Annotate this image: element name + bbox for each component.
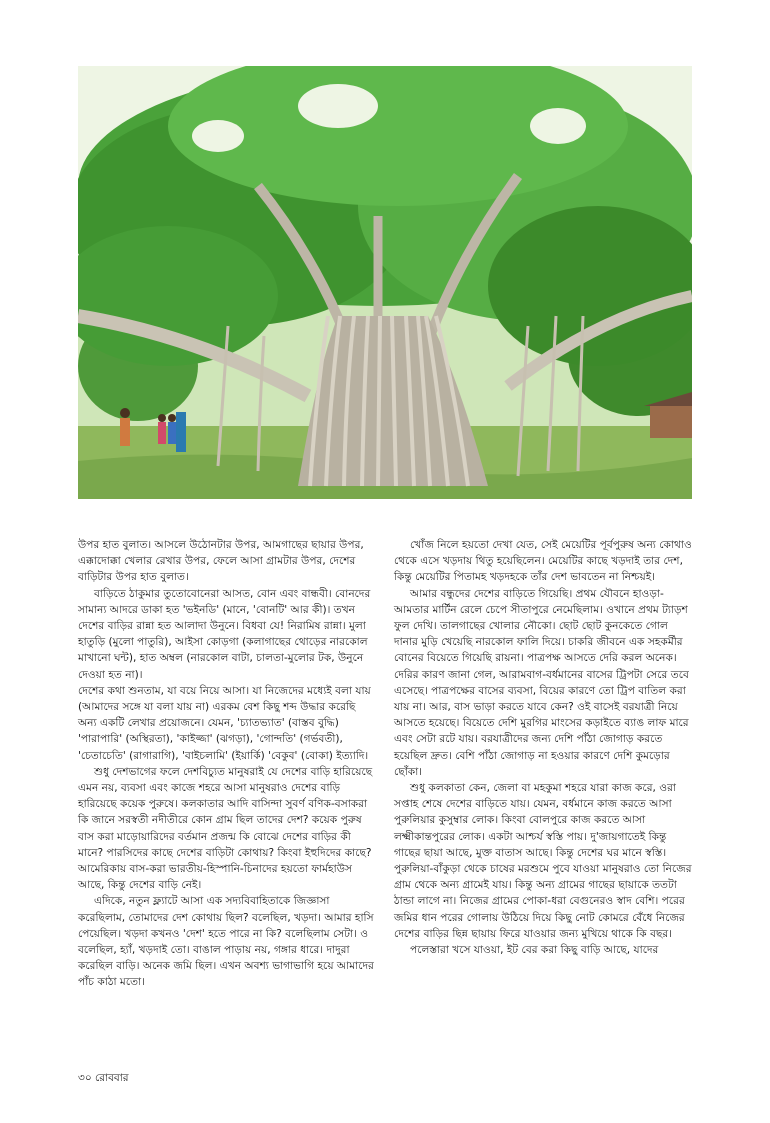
banyan-tree-illustration (78, 66, 692, 499)
banyan-tree-photo (78, 66, 692, 499)
paragraph: খোঁজ নিলে হয়তো দেখা যেত, সেই মেয়েটির পূর্বপুরুষ অন্য কোথাও থেকে এসে খড়দায় থিতু হয়েছিলেন। মেয়েটির কাছে খড়দাই তার দেশ, কিন্তু মেয়েটির পিতামহ খড়দহকে তাঁর দেশ ভাবতেন না নিশ্চয়ই। (394, 539, 692, 584)
paragraph: উপর হাত বুলাত। আসলে উঠোনটার উপর, আমগাছের ছায়ার উপর, এক্কাদোক্কা খেলার রেখার উপর, ফেলে আসা গ্রামটার উপর, দেশের বাড়িটার উপর হাত বুলাত। (78, 539, 364, 584)
paragraph: পলেস্তারা খসে যাওয়া, ইট বের করা কিছু বাড়ি আছে, যাদের (410, 944, 659, 957)
article-body (78, 537, 692, 1057)
paragraph: শুধু কলকাতা কেন, জেলা বা মহকুমা শহরে যারা কাজ করে, ওরা সপ্তাহ শেষে দেশের বাড়িতে যায়। যেমন, বর্ধমানে কাজ করতে আসা পুরুলিয়ার কুসুম্বার লোক। কিংবা বোলপুরে কাজ করতে আসা লক্ষ্মীকান্তপুরের লোক। একটা আশ্চর্য স্বস্তি পায়। দু'জায়গাতেই কিন্তু গাছের ছায়া আছে, মুক্ত বাতাস আছে। কিন্তু দেশের ঘর মানে স্বস্তি। পুরুলিয়া-বাঁকুড়া থেকে চাষের মরশুমে পুবে যাওয়া মানুষরাও তো নিজের গ্রাম থেকে অন্য গ্রামেই যায়। কিন্তু অন্য গ্রামের গাছের ছায়াকে ততটা ঠান্ডা লাগে না। নিজের গ্রামের পোকা-ধরা বেগুনেরও স্বাদ বেশি। পরের জমির ধান পরের গোলায় উঠিয়ে দিয়ে কিছু নোট কোমরে বেঁধে নিজের দেশের বাড়ির ছিন্ন ছায়ায় ফিরে যাওয়ার জন্য মুখিয়ে থাকে কি বছর। (394, 782, 692, 940)
left-column (78, 537, 376, 1057)
page-number-folio: ৩০ রোববার (78, 1072, 129, 1084)
paragraph: এদিকে, নতুন ফ্ল্যাটে আসা এক সদ্যবিবাহিতাকে জিজ্ঞাসা করেছিলাম, তোমাদের দেশ কোথায় ছিল? বলেছিল, খড়দা। আমার হাসি পেয়েছিল। খড়দা কখনও 'দেশ' হতে পারে না কি? বলেছিলাম সেটা। ও বলেছিল, হ্যাঁ, খড়দাই তো। বাঙাল পাড়ায় নয়, গঙ্গার ধারে। দাদুরা করেছিল বাড়ি। অনেক জমি ছিল। এখন অবশ্য ভাগাভাগি হয়ে আমাদের পাঁচ কাঠা মতো। (78, 895, 374, 989)
paragraph: আমার বন্ধুদের দেশের বাড়িতে গিয়েছি। প্রথম যৌবনে হাওড়া-আমতার মার্টিন রেলে চেপে সীতাপুরে নেমেছিলাম। ওখানে প্রথম ট্যাড়শ ফুল দেখি। তালগাছের খোলার নৌকো। ছোট ছোট কুনকেতে গোল দানার মুড়ি খেয়েছি নারকোল ফালি দিয়ে। চাকরি জীবনে এক সহকর্মীর বোনের বিয়েতে গিয়েছি রায়না। পাত্রপক্ষ আসতে দেরি করল অনেক। দেরির কারণ জানা গেল, আরামবাগ-বর্ধমানের বাসের ট্রিপটা সেরে তবে এসেছে। পাত্রপক্ষের বাসের ব্যবসা, বিয়ের কারণে তো ট্রিপ বাতিল করা যায় না। আর, বাস ভাড়া করতে যাবে কেন? ওই বাসেই বরযাত্রী নিয়ে আসতে হয়েছে। বিয়েতে দেশি মুরগির মাংসের কড়াইতে ব্যাঙ লাফ মারে এবং সেটা রটে যায়। বরযাত্রীদের জন্য দেশি পাঁঠা জোগাড় করতে হয়েছিল দ্রুত। বেশি পাঁঠা জোগাড় না হওয়ার কারণে দেশি কুমড়োর ছোঁকা। (394, 587, 689, 778)
paragraph: শুধু দেশভাগের ফলে দেশবিচ্যুত মানুষরাই যে দেশের বাড়ি হারিয়েছে এমন নয়, ব্যবসা এবং কাজে শহরে আসা মানুষরাও দেশের বাড়ি হারিয়েছে কয়েক পুরুষে। কলকাতার আদি বাসিন্দা সুবর্ণ বণিক-বসাকরা কি জানে সরস্বতী নদীতীরে কোন গ্রাম ছিল তাদের দেশ? কয়েক পুরুষ বাস করা মাড়োয়ারিদের বর্তমান প্রজন্ম কি বোঝে দেশের বাড়ির কী মানে? পারসিদের কাছে দেশের বাড়িটা কোথায়? কিংবা ইহুদিদের কাছে? আমেরিকায় বাস-করা ভারতীয়-হিস্পানি-চিনাদের হয়তো ফার্মহাউস আছে, কিন্তু দেশের বাড়ি নেই। (78, 765, 373, 892)
paragraph: বাড়িতে ঠাকুমার তুতোবোনেরা আসত, বোন এবং বান্ধবী। বোনদের সামান্য আদরে ডাকা হত 'ভইনডি' (মানে, 'বোনটি' আর কী)। তখন দেশের বাড়ির রান্না হত আলাদা উনুনে। বিধবা যে! নিরামিষ রান্না। মুলা হাতুড়ি (মুলো পাতুরি), আইসা কোড়গা (কলাগাছের থোড়ের নারকোল মাখানো ঘন্ট), হাত অম্বল (নারকোল বাটা, চালতা-মুলোর টক, উনুনে দেওয়া হত না)। (78, 587, 371, 681)
paragraph: দেশের কথা শুনতাম, যা বয়ে নিয়ে আসা। যা নিজেদের মধ্যেই বলা যায় (আমাদের সঙ্গে যা বলা যায় না) এরকম বেশ কিছু শব্দ উদ্ধার করেছি অন্য একটি লেখার প্রয়োজনে। যেমন, 'চ্যাতভ্যাত' (বাস্তব বুদ্ধি) 'পারাপারি' (অস্থিরতা), 'কাইজ্জা' (ঝগড়া), 'গোন্দতি' (গর্ভবতী), 'চেতাচেতি' (রাগারাগি), 'বাইচলামি' (ইয়ার্কি) 'বেকুব' (বোকা) ইত্যাদি। (78, 684, 371, 762)
right-column (394, 537, 692, 1057)
